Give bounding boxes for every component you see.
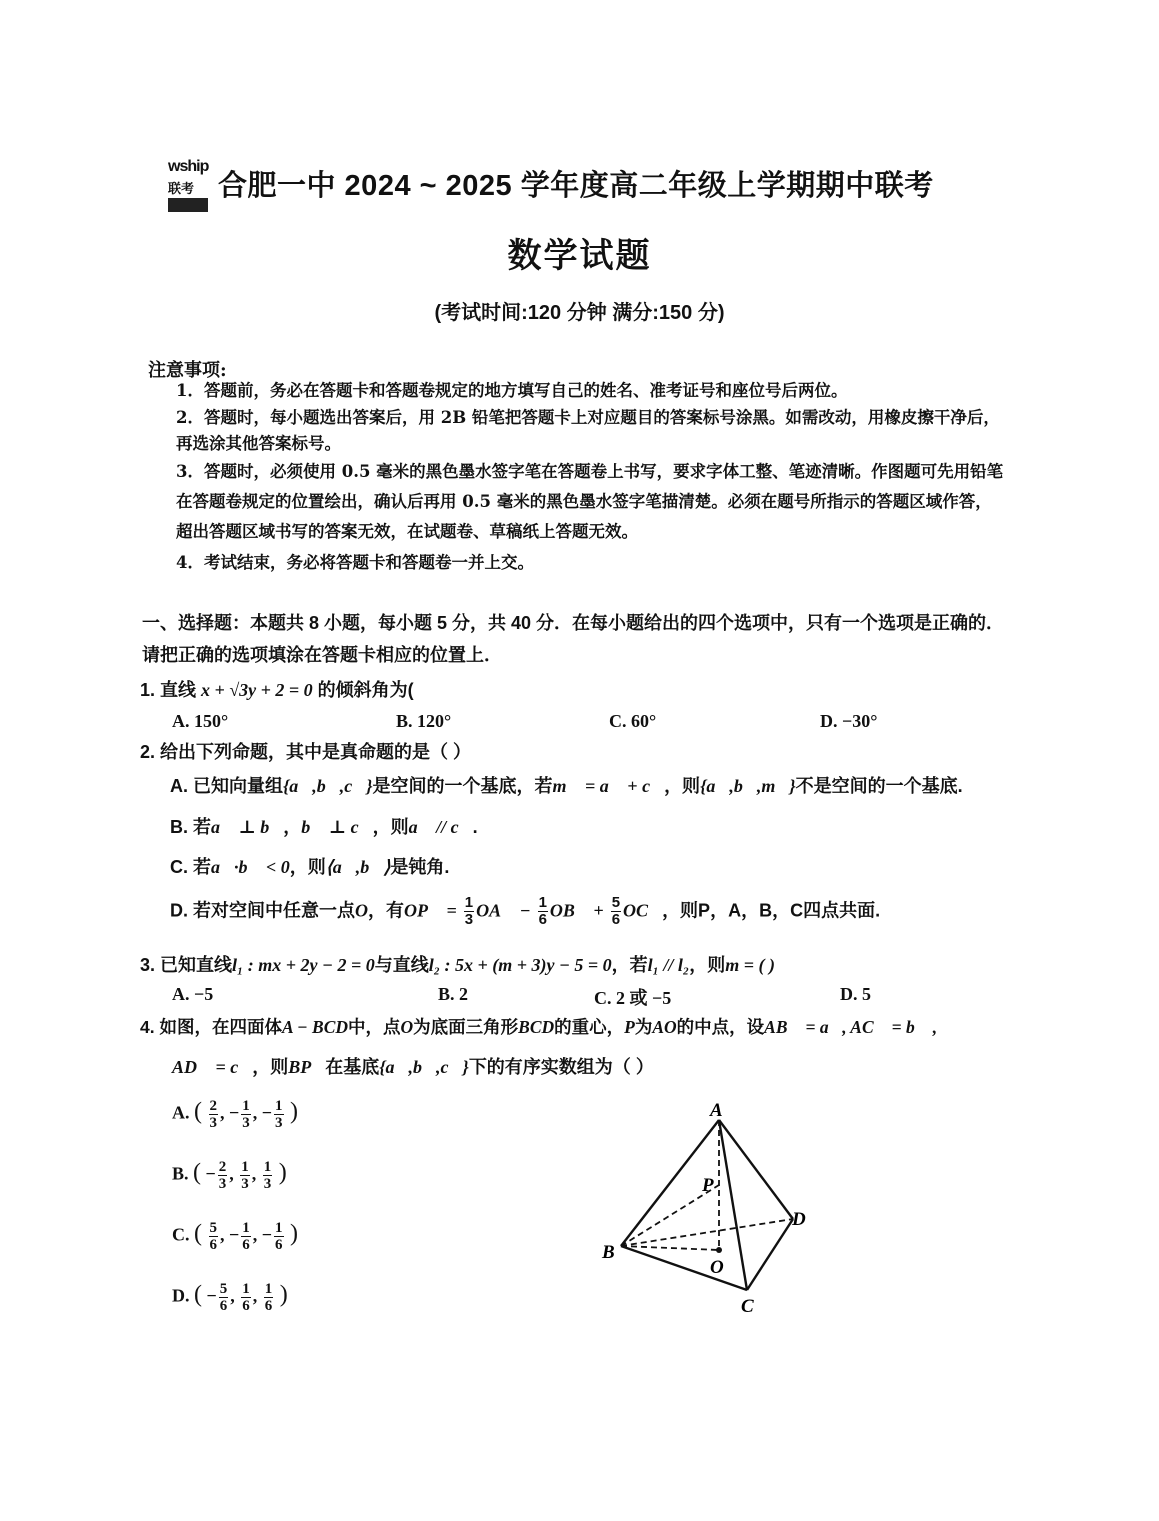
q2-option-c: C. 若a⃗·b⃗ < 0，则⟨a⃗,b⃗⟩是钝角. — [170, 857, 450, 877]
q3-option-b: B. 2 — [438, 984, 469, 1004]
q1-option-b: B. 120° — [396, 711, 452, 731]
edge-bd — [621, 1219, 793, 1246]
notice-item-3: 3．答题时，必须使用 0.5 毫米的黑色墨水签字笔在答题卷上书写，要求字体工整、笔迹清晰。作图题可先用铅笔在答题卷规定的位置绘出，确认后再用 0.5 毫米的黑色墨水签字笔描清楚。必须在题号所指示的答题区域作答，超出答题区域书写的答案无效，在试题卷、草稿纸上答题无效。 — [176, 462, 1004, 541]
subject-title: 数学试题 — [507, 236, 652, 276]
label-a: A — [710, 1100, 723, 1121]
question-3-stem: 3. 已知直线l₁ : mx + 2y − 2 = 0与直线l₂ : 5x + (m + 3)y − 5 = 0，若l₁ // l₂，则m = ( ) — [140, 955, 775, 975]
q1-option-a: A. 150° — [172, 711, 229, 731]
exam-time: (考试时间:120 分钟 满分:150 分) — [434, 302, 725, 324]
section-heading: 一、选择题：本题共 8 小题，每小题 5 分，共 40 分．在每小题给出的四个选项中，只有一个选项是正确的．请把正确的选项填涂在答题卡相应的位置上． — [142, 613, 1005, 665]
edge-ad — [719, 1120, 793, 1219]
exam-title: 合肥一中 2024 ~ 2025 学年度高二年级上学期期中联考 — [218, 170, 934, 202]
q3-option-a: A. −5 — [172, 984, 214, 1004]
notice-item-4: 4．考试结束，务必将答题卡和答题卷一并上交。 — [176, 553, 534, 572]
label-b: B — [602, 1242, 615, 1263]
question-4-stem-line1: 4. 如图，在四面体A − BCD中，点O为底面三角形BCD的重心，P为AO的中点，设AB⃗ = a⃗, AC⃗ = b⃗ , — [140, 1017, 938, 1037]
logo-text: wship — [168, 158, 209, 175]
exam-logo — [168, 158, 212, 218]
edge-cd — [747, 1219, 793, 1290]
logo-sub: 联考 — [168, 182, 195, 197]
segment-bo — [621, 1246, 719, 1250]
q4-option-b: B. ( − $\frac{2}{3}$ , $\frac{1}{3}$ , $\frac{1}{3}$ ) — [172, 1159, 287, 1192]
label-p: P — [702, 1175, 714, 1196]
label-c: C — [741, 1296, 754, 1317]
notice-item-1: 1．答题前，务必在答题卡和答题卷规定的地方填写自己的姓名、准考证号和座位号后两位。 — [176, 381, 848, 400]
q2-option-a: A. 已知向量组{a⃗,b⃗,c⃗}是空间的一个基底，若m⃗ = a⃗ + c⃗，则{a⃗,b⃗,m⃗}不是空间的一个基底. — [170, 776, 963, 796]
q3-option-c: C. 2 或 −5 — [594, 988, 672, 1008]
q1-option-c: C. 60° — [609, 711, 657, 731]
q4-option-d: D. ( − $\frac{5}{6}$ , $\frac{1}{6}$ , $\frac{1}{6}$ ) — [172, 1281, 288, 1314]
point-o — [716, 1247, 722, 1253]
q2-option-d: D. 若对空间中任意一点O，有OP⃗ = $\frac{1}{3}$ OA⃗ − $\frac{1}{6}$ OB⃗ + $\frac{5}{6}$ OC⃗，则P，A，B，C四点共面. — [170, 894, 881, 928]
q1-option-d: D. −30° — [820, 711, 878, 731]
notice-heading: 注意事项: — [148, 360, 227, 381]
tetrahedron-figure — [590, 1095, 830, 1325]
q2-option-b: B. 若a⃗ ⊥ b⃗，b⃗ ⊥ c⃗，则a⃗ // c⃗. — [170, 817, 478, 837]
q4-option-a: A. ( $\frac{2}{3}$ , − $\frac{1}{3}$ , − $\frac{1}{3}$ ) — [172, 1098, 299, 1131]
notice-item-2: 2．答题时，每小题选出答案后，用 2B 铅笔把答题卡上对应题目的答案标号涂黑。如需改动，用橡皮擦干净后，再选涂其他答案标号。 — [176, 408, 1000, 453]
label-o: O — [710, 1257, 724, 1278]
edge-bc — [621, 1246, 747, 1290]
logo-stamp — [168, 198, 208, 212]
q3-option-d: D. 5 — [840, 984, 871, 1004]
q1-equation: x + √3y + 2 = 0 — [201, 680, 313, 700]
question-4-stem-line2: AD⃗ = c⃗，则BP⃗在基底{a⃗,b⃗,c⃗}下的有序实数组为（ ） — [172, 1057, 654, 1077]
label-d: D — [792, 1209, 806, 1230]
q4-option-c: C. ( $\frac{5}{6}$ , − $\frac{1}{6}$ , − $\frac{1}{6}$ ) — [172, 1220, 299, 1253]
question-1-stem: 1. 直线 x + √3y + 2 = 0 的倾斜角为( — [140, 680, 414, 700]
question-2-stem: 2. 给出下列命题，其中是真命题的是（ ） — [140, 742, 472, 762]
